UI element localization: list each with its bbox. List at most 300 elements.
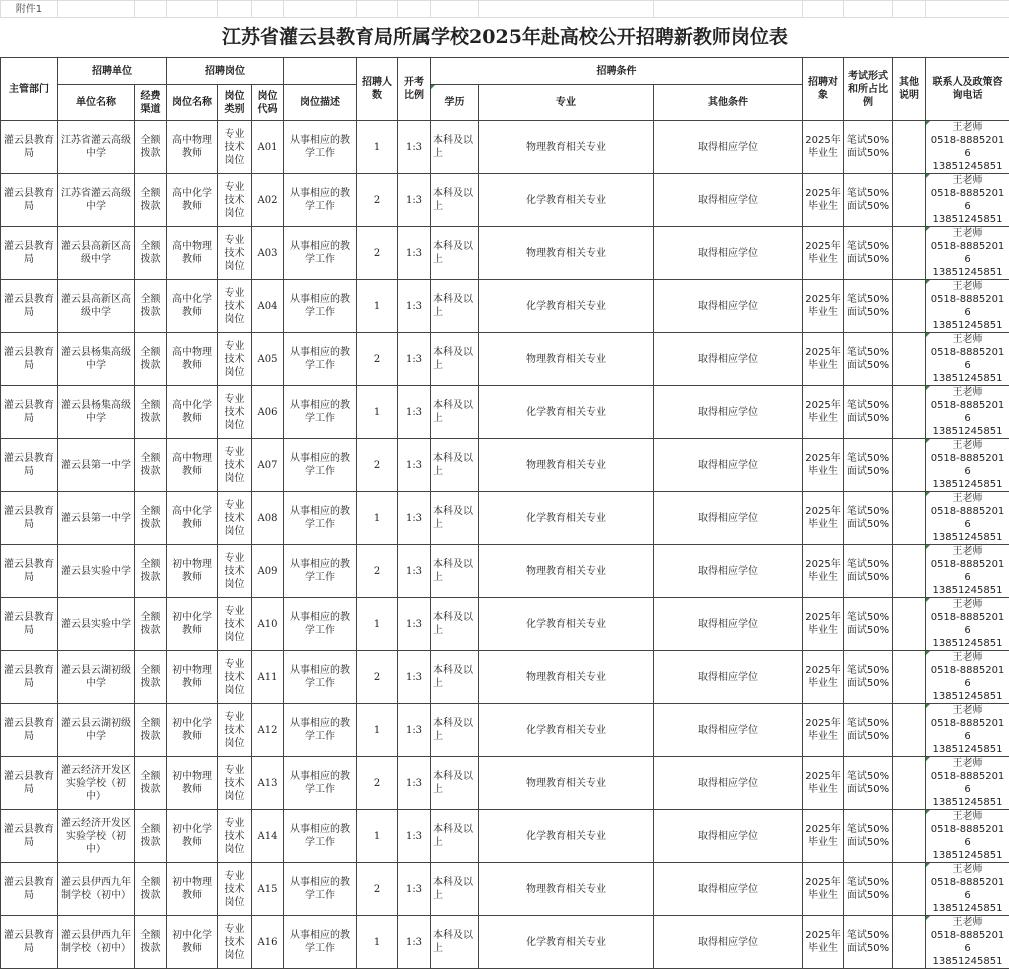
major-cell: 化学教育相关专业 [479,492,654,545]
header-notes: 其他说明 [893,58,926,121]
target-cell: 2025年毕业生 [803,227,844,280]
header-post-desc: 岗位描述 [284,85,357,121]
dept-cell: 灌云县教育局 [1,545,58,598]
contact-line: 0518-88852016 [928,823,1007,849]
exam-line: 面试50% [846,889,890,902]
contact-line: 0518-88852016 [928,929,1007,955]
table-row [1,757,1009,810]
count-cell: 1 [357,492,398,545]
other-cond-cell: 取得相应学位 [654,333,803,386]
exam-line: 面试50% [846,359,890,372]
other-cond-cell: 取得相应学位 [654,545,803,598]
dept-cell: 灌云县教育局 [1,121,58,174]
post-code-cell: A10 [252,598,284,651]
exam-cell [844,757,893,810]
contact-line: 王老师 [928,545,1007,558]
post-type-cell: 专业技术岗位 [218,863,252,916]
funding-cell: 全额拨款 [135,810,167,863]
dept-cell: 灌云县教育局 [1,598,58,651]
table-row [1,492,1009,545]
major-cell: 物理教育相关专业 [479,757,654,810]
contact-line: 王老师 [928,916,1007,929]
post-type-cell: 专业技术岗位 [218,916,252,969]
target-cell: 2025年毕业生 [803,916,844,969]
notes-cell [893,439,926,492]
header-exam: 考试形式和所占比例 [844,58,893,121]
contact-line: 13851245851 [928,213,1007,226]
exam-line: 笔试50% [846,134,890,147]
post-name-cell: 高中物理教师 [167,333,218,386]
post-code-cell: A03 [252,227,284,280]
unit-name-cell: 江苏省灌云高级中学 [58,174,135,227]
education-cell: 本科及以上 [431,704,479,757]
post-desc-cell: 从事相应的教学工作 [284,651,357,704]
exam-line: 面试50% [846,942,890,955]
exam-cell [844,545,893,598]
ratio-cell: 1:3 [398,545,431,598]
post-desc-cell: 从事相应的教学工作 [284,704,357,757]
dept-cell: 灌云县教育局 [1,439,58,492]
count-cell: 1 [357,121,398,174]
contact-cell [926,492,1009,545]
dept-cell: 灌云县教育局 [1,227,58,280]
post-name-cell: 高中物理教师 [167,439,218,492]
post-code-cell: A11 [252,651,284,704]
contact-line: 13851245851 [928,690,1007,703]
other-cond-cell: 取得相应学位 [654,174,803,227]
notes-cell [893,174,926,227]
unit-name-cell: 灌云县杨集高级中学 [58,333,135,386]
page-title: 江苏省灌云县教育局所属学校2025年赴高校公开招聘新教师岗位表 [1,18,1009,58]
target-cell: 2025年毕业生 [803,704,844,757]
education-cell: 本科及以上 [431,227,479,280]
ratio-cell: 1:3 [398,651,431,704]
education-cell: 本科及以上 [431,386,479,439]
post-type-cell: 专业技术岗位 [218,492,252,545]
exam-line: 笔试50% [846,346,890,359]
contact-cell [926,386,1009,439]
exam-line: 面试50% [846,147,890,160]
education-cell: 本科及以上 [431,121,479,174]
dept-cell: 灌云县教育局 [1,333,58,386]
unit-name-cell: 灌云县第一中学 [58,492,135,545]
contact-line: 王老师 [928,492,1007,505]
education-cell: 本科及以上 [431,651,479,704]
table-row [1,863,1009,916]
count-cell: 1 [357,598,398,651]
post-desc-cell: 从事相应的教学工作 [284,280,357,333]
post-name-cell: 高中化学教师 [167,386,218,439]
ratio-cell: 1:3 [398,439,431,492]
contact-line: 0518-88852016 [928,505,1007,531]
contact-line: 13851245851 [928,266,1007,279]
header-cond-group: 招聘条件 [431,58,803,85]
contact-line: 13851245851 [928,531,1007,544]
post-code-cell: A05 [252,333,284,386]
unit-name-cell: 灌云县高新区高级中学 [58,227,135,280]
contact-cell [926,280,1009,333]
dept-cell: 灌云县教育局 [1,863,58,916]
header-count: 招聘人数 [357,58,398,121]
exam-cell [844,333,893,386]
notes-cell [893,651,926,704]
notes-cell [893,863,926,916]
major-cell: 物理教育相关专业 [479,545,654,598]
contact-line: 13851245851 [928,372,1007,385]
contact-line: 13851245851 [928,160,1007,173]
post-name-cell: 初中化学教师 [167,810,218,863]
table-row [1,598,1009,651]
major-cell: 物理教育相关专业 [479,121,654,174]
table-row [1,386,1009,439]
exam-cell [844,227,893,280]
table-row [1,704,1009,757]
post-code-cell: A08 [252,492,284,545]
post-name-cell: 初中化学教师 [167,916,218,969]
post-desc-cell: 从事相应的教学工作 [284,174,357,227]
target-cell: 2025年毕业生 [803,757,844,810]
exam-line: 笔试50% [846,823,890,836]
post-type-cell: 专业技术岗位 [218,386,252,439]
exam-line: 面试50% [846,571,890,584]
unit-name-cell: 灌云县伊西九年制学校（初中） [58,863,135,916]
contact-cell [926,174,1009,227]
major-cell: 物理教育相关专业 [479,333,654,386]
target-cell: 2025年毕业生 [803,545,844,598]
post-name-cell: 初中物理教师 [167,757,218,810]
contact-line: 13851245851 [928,743,1007,756]
unit-name-cell: 灌云县云湖初级中学 [58,651,135,704]
contact-cell [926,545,1009,598]
ratio-cell: 1:3 [398,598,431,651]
count-cell: 2 [357,174,398,227]
contact-line: 王老师 [928,810,1007,823]
notes-cell [893,492,926,545]
unit-name-cell: 灌云经济开发区实验学校（初中） [58,810,135,863]
dept-cell: 灌云县教育局 [1,704,58,757]
unit-name-cell: 灌云县伊西九年制学校（初中） [58,916,135,969]
exam-line: 面试50% [846,730,890,743]
major-cell: 物理教育相关专业 [479,651,654,704]
post-code-cell: A06 [252,386,284,439]
post-name-cell: 高中化学教师 [167,492,218,545]
other-cond-cell: 取得相应学位 [654,651,803,704]
unit-name-cell: 灌云县第一中学 [58,439,135,492]
post-code-cell: A09 [252,545,284,598]
header-other-cond: 其他条件 [654,85,803,121]
education-cell: 本科及以上 [431,916,479,969]
table-row [1,916,1009,969]
dept-cell: 灌云县教育局 [1,386,58,439]
exam-line: 笔试50% [846,452,890,465]
count-cell: 1 [357,810,398,863]
post-code-cell: A07 [252,439,284,492]
header-unit-name: 单位名称 [58,85,135,121]
exam-cell [844,704,893,757]
post-name-cell: 高中物理教师 [167,121,218,174]
table-row [1,545,1009,598]
exam-line: 笔试50% [846,240,890,253]
target-cell: 2025年毕业生 [803,651,844,704]
contact-line: 0518-88852016 [928,770,1007,796]
contact-cell [926,333,1009,386]
exam-cell [844,492,893,545]
post-code-cell: A12 [252,704,284,757]
ratio-cell: 1:3 [398,704,431,757]
attachment-row [1,1,1009,18]
ratio-cell: 1:3 [398,916,431,969]
other-cond-cell: 取得相应学位 [654,227,803,280]
dept-cell: 灌云县教育局 [1,810,58,863]
post-type-cell: 专业技术岗位 [218,333,252,386]
other-cond-cell: 取得相应学位 [654,280,803,333]
post-type-cell: 专业技术岗位 [218,704,252,757]
exam-cell [844,916,893,969]
post-type-cell: 专业技术岗位 [218,227,252,280]
post-type-cell: 专业技术岗位 [218,651,252,704]
post-desc-cell: 从事相应的教学工作 [284,121,357,174]
header-target: 招聘对象 [803,58,844,121]
education-cell: 本科及以上 [431,439,479,492]
contact-line: 王老师 [928,227,1007,240]
header-unit-group: 招聘单位 [58,58,167,85]
funding-cell: 全额拨款 [135,863,167,916]
contact-cell [926,810,1009,863]
ratio-cell: 1:3 [398,810,431,863]
post-name-cell: 初中化学教师 [167,598,218,651]
post-name-cell: 高中化学教师 [167,174,218,227]
post-type-cell: 专业技术岗位 [218,439,252,492]
table-row [1,439,1009,492]
post-code-cell: A02 [252,174,284,227]
contact-line: 13851245851 [928,902,1007,915]
post-code-cell: A04 [252,280,284,333]
post-code-cell: A14 [252,810,284,863]
dept-cell: 灌云县教育局 [1,492,58,545]
count-cell: 2 [357,439,398,492]
contact-cell [926,757,1009,810]
exam-line: 笔试50% [846,505,890,518]
count-cell: 2 [357,651,398,704]
education-cell: 本科及以上 [431,598,479,651]
other-cond-cell: 取得相应学位 [654,810,803,863]
exam-line: 面试50% [846,465,890,478]
post-name-cell: 初中化学教师 [167,704,218,757]
post-type-cell: 专业技术岗位 [218,545,252,598]
exam-cell [844,121,893,174]
post-desc-cell: 从事相应的教学工作 [284,916,357,969]
exam-line: 面试50% [846,783,890,796]
unit-name-cell: 灌云县实验中学 [58,545,135,598]
major-cell: 物理教育相关专业 [479,227,654,280]
other-cond-cell: 取得相应学位 [654,757,803,810]
table-row [1,227,1009,280]
exam-cell [844,810,893,863]
table-row [1,121,1009,174]
post-desc-cell: 从事相应的教学工作 [284,227,357,280]
ratio-cell: 1:3 [398,280,431,333]
exam-line: 面试50% [846,677,890,690]
exam-line: 面试50% [846,518,890,531]
ratio-cell: 1:3 [398,492,431,545]
funding-cell: 全额拨款 [135,280,167,333]
exam-line: 笔试50% [846,611,890,624]
exam-line: 笔试50% [846,717,890,730]
dept-cell: 灌云县教育局 [1,651,58,704]
contact-line: 0518-88852016 [928,452,1007,478]
contact-line: 0518-88852016 [928,346,1007,372]
exam-line: 笔试50% [846,929,890,942]
notes-cell [893,598,926,651]
post-name-cell: 初中物理教师 [167,651,218,704]
contact-line: 13851245851 [928,849,1007,862]
exam-cell [844,598,893,651]
count-cell: 2 [357,863,398,916]
education-cell: 本科及以上 [431,810,479,863]
exam-line: 笔试50% [846,876,890,889]
exam-cell [844,280,893,333]
other-cond-cell: 取得相应学位 [654,386,803,439]
contact-line: 0518-88852016 [928,240,1007,266]
exam-cell [844,439,893,492]
contact-line: 王老师 [928,174,1007,187]
exam-cell [844,651,893,704]
funding-cell: 全额拨款 [135,651,167,704]
exam-line: 面试50% [846,306,890,319]
contact-line: 王老师 [928,333,1007,346]
funding-cell: 全额拨款 [135,227,167,280]
contact-line: 王老师 [928,280,1007,293]
unit-name-cell: 灌云县实验中学 [58,598,135,651]
notes-cell [893,280,926,333]
ratio-cell: 1:3 [398,386,431,439]
exam-line: 面试50% [846,836,890,849]
contact-line: 13851245851 [928,584,1007,597]
other-cond-cell: 取得相应学位 [654,863,803,916]
funding-cell: 全额拨款 [135,598,167,651]
post-type-cell: 专业技术岗位 [218,280,252,333]
target-cell: 2025年毕业生 [803,333,844,386]
other-cond-cell: 取得相应学位 [654,121,803,174]
post-desc-cell: 从事相应的教学工作 [284,386,357,439]
header-row-1 [1,58,1009,85]
funding-cell: 全额拨款 [135,916,167,969]
exam-line: 笔试50% [846,770,890,783]
exam-cell [844,174,893,227]
ratio-cell: 1:3 [398,863,431,916]
post-desc-cell: 从事相应的教学工作 [284,333,357,386]
contact-line: 0518-88852016 [928,876,1007,902]
header-funding: 经费渠道 [135,85,167,121]
education-cell: 本科及以上 [431,492,479,545]
funding-cell: 全额拨款 [135,545,167,598]
major-cell: 物理教育相关专业 [479,439,654,492]
notes-cell [893,916,926,969]
other-cond-cell: 取得相应学位 [654,916,803,969]
post-type-cell: 专业技术岗位 [218,598,252,651]
post-desc-cell: 从事相应的教学工作 [284,439,357,492]
count-cell: 2 [357,333,398,386]
count-cell: 1 [357,386,398,439]
funding-cell: 全额拨款 [135,492,167,545]
header-post-name: 岗位名称 [167,85,218,121]
major-cell: 化学教育相关专业 [479,704,654,757]
contact-cell [926,439,1009,492]
notes-cell [893,121,926,174]
major-cell: 化学教育相关专业 [479,386,654,439]
target-cell: 2025年毕业生 [803,810,844,863]
exam-line: 笔试50% [846,664,890,677]
notes-cell [893,810,926,863]
notes-cell [893,545,926,598]
post-name-cell: 初中物理教师 [167,545,218,598]
unit-name-cell: 灌云县杨集高级中学 [58,386,135,439]
exam-cell [844,386,893,439]
notes-cell [893,333,926,386]
exam-line: 面试50% [846,200,890,213]
contact-cell [926,916,1009,969]
table-row [1,651,1009,704]
contact-line: 王老师 [928,598,1007,611]
exam-line: 面试50% [846,253,890,266]
post-type-cell: 专业技术岗位 [218,757,252,810]
contact-line: 13851245851 [928,637,1007,650]
other-cond-cell: 取得相应学位 [654,439,803,492]
header-dept: 主管部门 [1,58,58,121]
funding-cell: 全额拨款 [135,121,167,174]
contact-cell [926,863,1009,916]
count-cell: 1 [357,916,398,969]
dept-cell: 灌云县教育局 [1,757,58,810]
post-code-cell: A13 [252,757,284,810]
count-cell: 2 [357,545,398,598]
contact-line: 0518-88852016 [928,187,1007,213]
post-code-cell: A01 [252,121,284,174]
table-row [1,280,1009,333]
header-contact: 联系人及政策咨询电话 [926,58,1009,121]
contact-cell [926,121,1009,174]
education-cell: 本科及以上 [431,174,479,227]
other-cond-cell: 取得相应学位 [654,492,803,545]
post-code-cell: A16 [252,916,284,969]
exam-line: 面试50% [846,412,890,425]
target-cell: 2025年毕业生 [803,439,844,492]
funding-cell: 全额拨款 [135,333,167,386]
post-type-cell: 专业技术岗位 [218,810,252,863]
notes-cell [893,757,926,810]
header-ratio: 开考比例 [398,58,431,121]
header-blank [284,58,357,85]
attachment-label: 附件1 [1,1,58,18]
post-desc-cell: 从事相应的教学工作 [284,863,357,916]
major-cell: 化学教育相关专业 [479,174,654,227]
target-cell: 2025年毕业生 [803,280,844,333]
major-cell: 物理教育相关专业 [479,863,654,916]
dept-cell: 灌云县教育局 [1,174,58,227]
contact-cell [926,227,1009,280]
post-desc-cell: 从事相应的教学工作 [284,810,357,863]
education-cell: 本科及以上 [431,863,479,916]
exam-line: 笔试50% [846,293,890,306]
contact-line: 0518-88852016 [928,611,1007,637]
contact-line: 王老师 [928,439,1007,452]
exam-line: 笔试50% [846,399,890,412]
notes-cell [893,386,926,439]
notes-cell [893,227,926,280]
notes-cell [893,704,926,757]
post-name-cell: 高中物理教师 [167,227,218,280]
header-major: 专业 [479,85,654,121]
